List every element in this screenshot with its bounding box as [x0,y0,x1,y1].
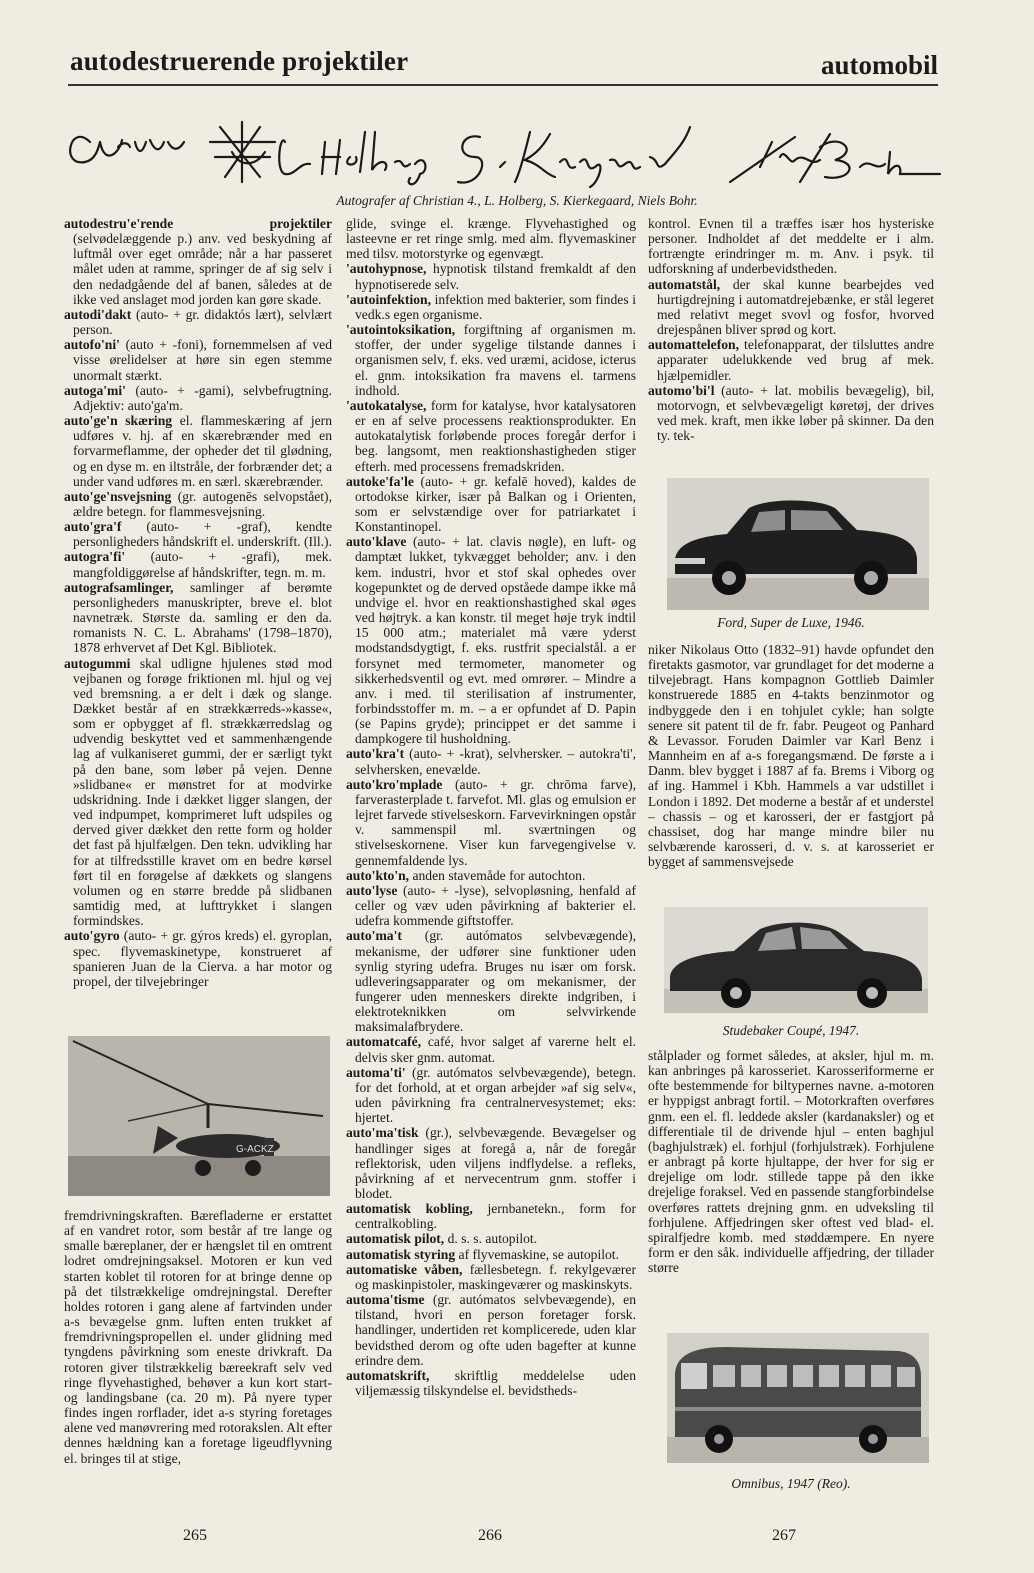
page-number-266: 266 [478,1527,502,1544]
entry [64,216,332,307]
entry [64,928,332,989]
entry-headword: automa'tisme [346,1292,425,1308]
entry [346,474,636,535]
entry-headword: autogra'fi' [64,549,126,565]
entry-text: (auto- + gr. gýros kreds) el. gyroplan, spec. flyvemaskinetype, konstrueret af spanieren Juan de la Cierva. a har motor og propel, der tilvejebringer [73,928,332,989]
omnibus-photo [667,1333,929,1463]
entry-text: samlinger af berømte personligheders manuskripter, breve el. blot navnetræk. Største da. samling er den da. romanists N. C. L. Abrahams' (1798–1870), 1878 erhvervet af Det Kgl. Bibliotek. [73,579,332,656]
entry-headword: auto'klave [346,534,407,550]
column-3-continuation-1 [648,642,934,869]
entry-text: (gr. autogenēs selvopstået), ældre betegn. for flammesvejsning. [73,488,332,519]
entry [346,1292,636,1368]
entry-headword: 'autointoksikation, [346,322,456,338]
omnibus-caption: Omnibus, 1947 (Reo). [731,1476,851,1491]
entry [346,1368,636,1398]
entry-text: (auto- + -gami), selvbefrugtning. Adjektiv: auto'ga'm. [73,382,332,413]
entry [346,322,636,398]
entry-headword: auto'kro'mplade [346,776,443,792]
entry-text: (gr. autómatos selvbevægende), betegn. for det forhold, at et organ arbejder »af sig selv«, uden påvirkning fra centralnervesystemet; eks: hjertet. [355,1064,636,1126]
entry-headword: autoga'mi' [64,382,126,398]
entry-text: niker Nikolaus Otto (1832–91) havde opfundet den firetakts gasmotor, var grundlaget for det moderne a tilvejebragt. Hans kompagnon Gottlieb Daimler konstruerede 1885 en 4-takts benzinmotor og indbyggede den i en tohjulet cykle; han solgte senere sit patent til de fr. fabr. Peugeot og Panhard & Levassor. Foruden Daimler var Karl Benz i Mannheim en af a-s foregangsmænd. De første a i Danm. blev bygget i 1887 af fa. Brems i Viborg og af ing. Hammel i Kbh. Hammels a var udstillet i London i 1892. Det moderne a består af et understel – chassis – og et karosseri, der er fastgjort på chassiset, dog har mange mindre biler nu selvbærende karosseri, d. v. s. at karosseriet er bygget af sammensvejsede [648,642,934,870]
entry-text: (auto- + -grafi), mek. mangfoldiggørelse af håndskrifter, tegn. m. m. [73,549,332,580]
entry-text: (auto- + -krat), selvhersker. – autokra'ti', selvhersken, enevælde. [355,746,636,777]
entry-headword: auto'kra't [346,746,405,762]
entry-text: kontrol. Evnen til a træffes især hos hysteriske personer. Indholdet af det meddelte er i alm. fortrængte erindringer m. m. Anv. i psyk. til udforskning af underbevidstheden. [648,216,934,277]
entry-text: glide, svinge el. krænge. Flyvehastighed og lasteevne er ret ringe smlg. med alm. flyvemaskiner med tilsv. motorstyrke og egenvægt. [346,216,636,262]
column-1-entries [64,216,332,989]
entry [346,1201,636,1231]
entry [346,1231,636,1246]
entry-headword: automatskrift, [346,1367,430,1383]
entry-headword: automattelefon, [648,337,739,353]
entry [64,307,332,337]
ford-photo [667,478,929,610]
entry-headword: 'autokatalyse, [346,397,427,413]
autogyro-photo [68,1036,330,1196]
entry-headword: auto'ge'nsvejsning [64,488,172,504]
entry [346,534,636,746]
entry-headword: automatisk pilot, [346,1231,445,1247]
entry-headword: automo'bi'l [648,382,715,398]
svg-text:G-ACKZ: G-ACKZ [236,1144,274,1155]
entry-headword: auto'gyro [64,928,120,944]
entry [346,1247,636,1262]
running-head-right: automobil [820,50,938,80]
entry-text: d. s. s. autopilot. [444,1231,538,1247]
entry-text: (gr.), selvbevægende. Bevægelser og handlinger siges at foregå a, når de foregår reflektorisk, uden viljens indflydelse. a refleks, påvirkning af et nervecentrum gnm. stoffer i blodet. [355,1125,636,1201]
entry [346,1034,636,1064]
entry-text: form for katalyse, hvor katalysatoren er en af selve processens reaktionsprodukter. En autokatalytisk forløbende proces foregår derfor i beg. langsomt, men reaktionshastigheden stiger efterh. med processens fremadskriden. [355,397,636,474]
entry [346,1125,636,1201]
entry-text: (auto- + gr. didaktós lært), selvlært person. [73,306,332,338]
entry-text: infektion med bakterier, som findes i vedk.s egen organisme. [355,291,636,322]
entry [648,383,934,444]
entry-headword: automatisk styring [346,1246,456,1262]
running-head-left: autodestruerende projektiler [70,46,409,76]
entry [64,549,332,579]
entry [346,1262,636,1292]
entry [64,656,332,929]
entry-text: (gr. autómatos selvbevægende), en tilstand, hvori en person foretager forsk. handlinger, undertiden ret komplicerede, uden klar bevidsthed derom og ofte uden bagefter at kunne erindre dem. [355,1292,636,1368]
entry [64,337,332,382]
entry-headword: automatiske våben, [346,1261,463,1277]
autographs-image [60,112,960,192]
entry [346,746,636,776]
entry-headword: autofo'ni' [64,337,120,353]
page-number-267: 267 [772,1527,796,1544]
entry [64,489,332,519]
ford-caption: Ford, Super de Luxe, 1946. [717,615,865,630]
entry-headword: automa'ti' [346,1064,406,1080]
entry-text: (auto + -foni), fornemmelsen af ved visse ørelidelser at høre sin egen stemme unormalt stærkt. [73,337,332,383]
entry-headword: 'autohypnose, [346,261,427,277]
column-3-continuation-2 [648,1048,934,1275]
entry [346,868,636,883]
entry-text: el. flammeskæring af jern udføres v. hj. af en skærebrænder med en forvarmeflamme, der opheder det til glødning, og en dyse m. en iltstråle, der forbrænder det; a under vand udføres m. en særl. skærebrænder. [73,413,332,489]
entry-text: der skal kunne bearbejdes ved hurtigdrejning i automatdrejebænke, er stål legeret med relativt meget svovl og fosfor, hvorved drejespånen bliver sprød og kort. [657,276,934,338]
entry-headword: autogummi [64,655,131,671]
entry-headword: auto'ma't [346,928,402,944]
entry-text: fællesbetegn. f. rekylgeværer og maskinpistoler, maskingeværer og maskinskyts. [355,1261,636,1292]
entry-text: fremdrivningskraften. Bærefladerne er erstattet af en vandret rotor, som består af tre lange og smalle bæreplaner, der er hængslet til en omtrent lodret omdrejningsaksel. Motoren er kun ved starten koblet til rotoren for at bringe denne op på det tilstrækkelige omdrejningstal. Derefter holdes rotoren i gang alene af fartvinden under a-s bevægelse gnm. luften enten trukket af fremdrivningspropellen el. under glidning med tyngdens påvirkning som eneste drivkraft. Da rotoren giver tilstrækkelig bæreekraft selv ved ringe flyvehastighed, behøver a kun kort start- og landingsbane (ca. 20 m). På nyere typer findes ingen rorflader, idet a-s styring foretages alene ved manøvrering med rotorakslen. Alt efter dennes hældning kan a foretage ligeudflyvning el. bringes til at stige, [64,1208,332,1466]
entry [346,216,636,261]
entry-headword: autografsamlinger, [64,579,174,595]
entry-headword: automatcafé, [346,1034,422,1050]
entry-text: skriftlig meddelelse uden viljemæssig tilskyndelse el. bevidstheds- [355,1367,636,1399]
entry-text: (auto- + lat. mobilis bevægelig), bil, motorvogn, et selvbevægeligt køretøj, der drives ved mek. kraft, men ikke løber på skinner. Da den ty. tek- [657,382,934,444]
entry-text: skal udligne hjulenes stød mod vejbanen og forøge friktionen ml. hjul og vej ved bremsning. a er delt i dæk og slange. Dækket består af en strækkærreds-»kasse«, som er opbygget af fl. strækkærredslag og udvendig beskyttet ved et sammenhængende lag af vulkaniseret gummi, der er særligt tykt på den bane, som løber på vejen. Denne »slidbane« er mønstret for at modvirke udskridning. Inde i dækket ligger slangen, der ved indpumpet, komprimeret luft udspiles og derved giver dækket den rette form og holder det fast på hjulfælgen. Den tekn. udvikling har for at tilfredsstille kravet om en bedre kørsel ført til en forøgelse af dækkets og slangens volumen og en større bredde på slidbanen samtidig med, at lufttrykket i slangen formindskes. [73,655,332,929]
entry [64,519,332,549]
entry [346,398,636,474]
header-rule [68,84,938,86]
entry-text: (auto- + lat. clavis nøgle), en luft- og damptæt lukket, tykvægget beholder; anv. i den kem. industri, hvor et stof skal ophedes over kogepunktet og de derved opståede dampe ikke må undvige el. hvor en reaktionshastighed skal øges ved højtryk. a kan konstr. til meget høje tryk indtil 15 000 atm.; materialet må være yderst modstandsdygtigt, f. eks. rustfrit specialstål. a er forsynet med termometer, manometer og sikkerhedsventil og evt. med omrører. – Mindre a anv. i med. til sterilisation af instrumenter, forbindsstoffer m. m. – a er opfundet af D. Papin (se Papins gryde); princippet er det samme i dampkogere til husholdning. [355,534,636,747]
entry [648,216,934,277]
entry [346,883,636,928]
entry-text: stålplader og formet således, at aksler, hjul m. m. kan anbringes på karosseriet. Karosseriformerne er ofte bestemmende for biltypernes navne. a-motoren er hyppigst anbragt fortil. – Motorkraften overføres gnm. een el. fl. leddede aksler (kardanaksler) og et differentiale til de drivende hjul – enten baghjul (baghjulstræk) el. forhjul (forhjulstræk). Forhjulene er anbragt på korte hjultappe, der hver for sig er drejelige om lodr. stillede tappe på den ikke drejelige foraksel. Ved en passende stangforbindelse overføres rattets drejning gnm. en udveksling til forhjulene. Affjedringen sker oftest ved blad- el. spiralfjedre komb. med støddæmpere. En nyere form er den såk. individuelle affjedring, der tillader større [648,1048,934,1276]
entry-text: (auto- + -graf), kendte personligheders håndskrift el. underskrift. (Ill.). [73,519,332,550]
entry [346,292,636,322]
entry-headword: auto'gra'f [64,519,122,535]
entry-text: anden stavemåde for autochton. [409,867,586,883]
entry [346,261,636,291]
entry [346,1065,636,1126]
entry-headword: autoke'fa'le [346,473,414,489]
entry-text: (auto- + gr. chrōma farve), farverasterplade t. farvefot. Ml. glas og emulsion er lejret farvede stivelseskorn. Farvevirkningen opstår v. sammenspil ml. sværtningen og stivelseskornene. Viser kun farvegengivelse v. gennemfaldende lys. [355,776,636,868]
entry-text: forgiftning af organismen m. stoffer, der under sygelige tilstande dannes i organismen selv, f. eks. ved uræmi, acidose, icterus el. gnm. intoksikation fra mavens el. tarmens indhold. [355,322,636,398]
entry-headword: auto'lyse [346,882,398,898]
entry-headword: auto'ma'tisk [346,1125,419,1141]
entry-text: (auto- + -lyse), selvopløsning, henfald af celler og væv uden påvirkning af bakterier el. udefra kommende giftstoffer. [355,882,636,929]
entry [64,580,332,656]
entry-headword: automatstål, [648,276,721,292]
entry-headword: 'autoinfektion, [346,291,431,307]
entry-text: café, hvor salget af varerne helt el. delvis sker gnm. automat. [355,1034,636,1065]
autographs-caption: Autografer af Christian 4., L. Holberg, S. Kierkegaard, Niels Bohr. [336,193,698,208]
entry-headword: auto'ge'n skæring [64,413,173,429]
entry-headword: auto'kto'n, [346,867,410,883]
entry-headword: autodi'dakt [64,306,132,322]
entry-text: af flyvemaskine, se autopilot. [455,1246,619,1262]
entry [346,928,636,1034]
entry-headword: automatisk kobling, [346,1201,473,1217]
column-1-continuation [64,1208,332,1466]
entry-text: hypnotisk tilstand fremkaldt af den hypnotiserede selv. [355,261,636,292]
entry-text: (selvødelæggende p.) anv. ved beskydning af luftmål over eget område; når a har passeret målet uden at ramme, springer de af sig selv i den nedadgående del af banen, således at de ikke ved anslaget mod jorden kan gøre skade. [73,231,332,307]
entry-text: telefonapparat, der tilsluttes andre apparater udelukkende ved brug af mek. hjælpemidler. [657,337,934,383]
entry [64,383,332,413]
column-2 [346,216,636,1398]
studebaker-photo [664,907,928,1013]
entry-text: (gr. autómatos selvbevægende), mekanisme, der udfører sine funktioner uden synlig styring udefra. Bruges nu især om forsk. udleveringsapparater og om mekanismer, der fungerer uden menneskers direkte indgriben, i elektroteknikken om selvvirkende maksimalafbrydere. [355,928,636,1035]
entry [648,277,934,338]
page-number-265: 265 [183,1527,207,1544]
entry-headword: autodestru'e'rende projektiler [64,216,332,231]
entry-text: jernbanetekn., form for centralkobling. [355,1201,636,1232]
studebaker-caption: Studebaker Coupé, 1947. [722,1023,860,1038]
entry [346,777,636,868]
entry [648,337,934,382]
entry [64,413,332,489]
entry-text: (auto- + gr. kefalē hoved), kaldes de ortodokse kirker, især på Balkan og i Orienten, som er selvstændige over for patriarkatet i Konstantinopel. [355,473,636,535]
